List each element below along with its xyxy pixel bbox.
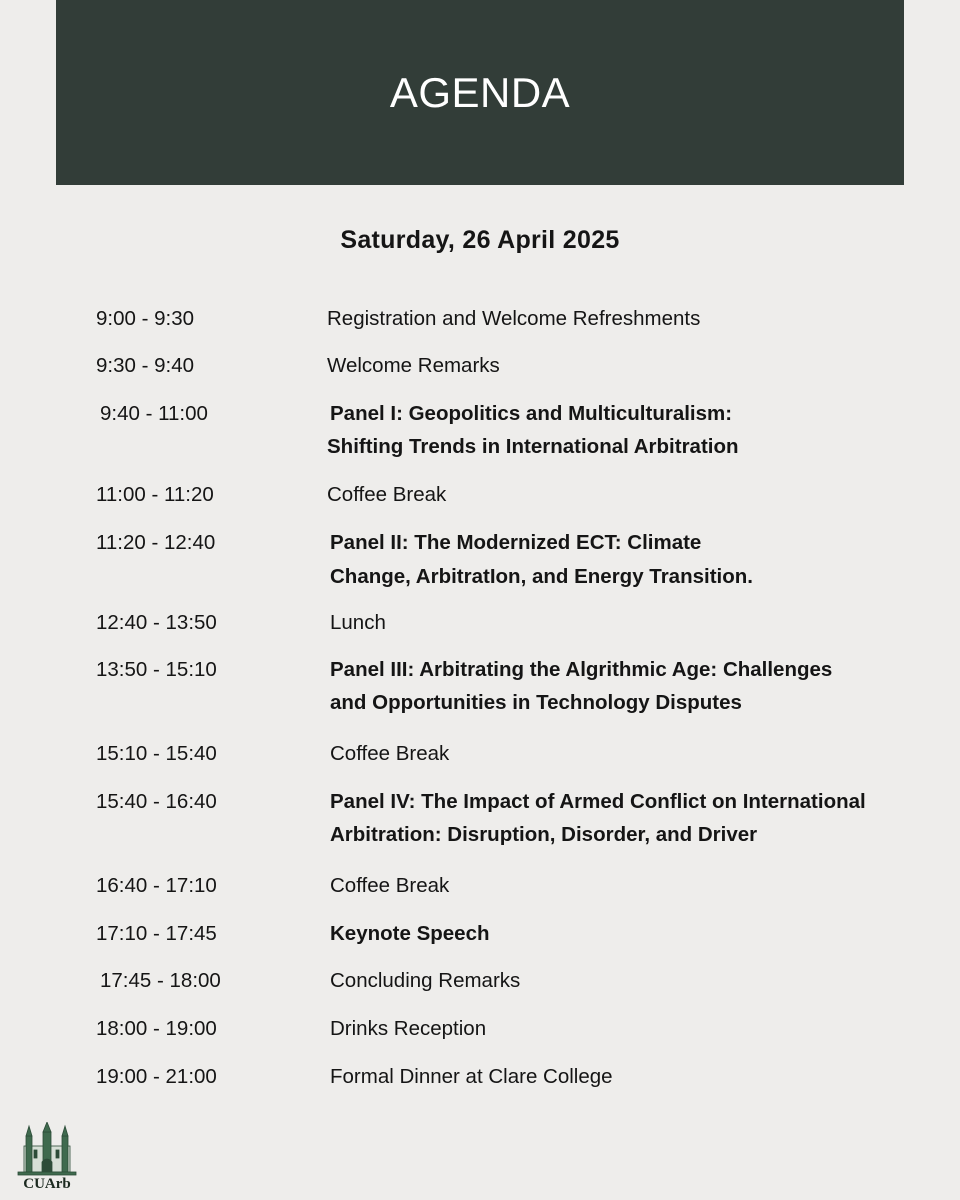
agenda-item: Drinks Reception [330,1017,487,1040]
event-date: Saturday, 26 April 2025 [340,226,620,254]
college-building-icon [14,1122,80,1178]
agenda-item-line2: Shifting Trends in International Arbitration [327,435,739,458]
agenda-time: 17:45 - 18:00 [100,969,221,992]
agenda-time: 19:00 - 21:00 [96,1065,217,1088]
agenda-time: 13:50 - 15:10 [96,658,217,681]
agenda-time: 15:40 - 16:40 [96,790,217,813]
agenda-item: Formal Dinner at Clare College [330,1065,613,1088]
agenda-item: Welcome Remarks [327,354,500,377]
agenda-item: Coffee Break [330,742,450,765]
page-title: AGENDA [389,68,571,116]
agenda-time: 11:00 - 11:20 [96,483,214,506]
logo-text: CUArb [23,1176,71,1192]
agenda-item: Keynote Speech [330,922,490,945]
agenda-item: Lunch [330,611,386,634]
agenda-time: 12:40 - 13:50 [96,611,217,634]
agenda-item: Concluding Remarks [330,969,521,992]
agenda-time: 18:00 - 19:00 [96,1017,217,1040]
agenda-time: 11:20 - 12:40 [96,531,216,554]
agenda-item: Panel III: Arbitrating the Algrithmic Age: Challenges [330,658,833,681]
agenda-item-line2: and Opportunities in Technology Disputes [330,691,742,714]
agenda-item: Panel II: The Modernized ECT: Climate [330,531,702,554]
agenda-item: Panel IV: The Impact of Armed Conflict on International [330,790,866,813]
agenda-item: Coffee Break [330,874,450,897]
agenda-item: Panel I: Geopolitics and Multiculturalism: [330,402,733,425]
agenda-time: 9:30 - 9:40 [96,354,195,377]
agenda-time: 16:40 - 17:10 [96,874,217,897]
agenda-time: 17:10 - 17:45 [96,922,217,945]
agenda-banner [56,0,904,185]
agenda-item: Registration and Welcome Refreshments [327,307,701,330]
agenda-item-line2: Arbitration: Disruption, Disorder, and Driver [330,823,758,846]
cuarb-logo [14,1122,94,1198]
agenda-time: 9:00 - 9:30 [96,307,195,330]
agenda-item: Coffee Break [327,483,447,506]
agenda-time: 9:40 - 11:00 [100,402,208,425]
agenda-time: 15:10 - 15:40 [96,742,217,765]
agenda-item-line2: Change, ArbitratIon, and Energy Transition. [330,565,753,588]
